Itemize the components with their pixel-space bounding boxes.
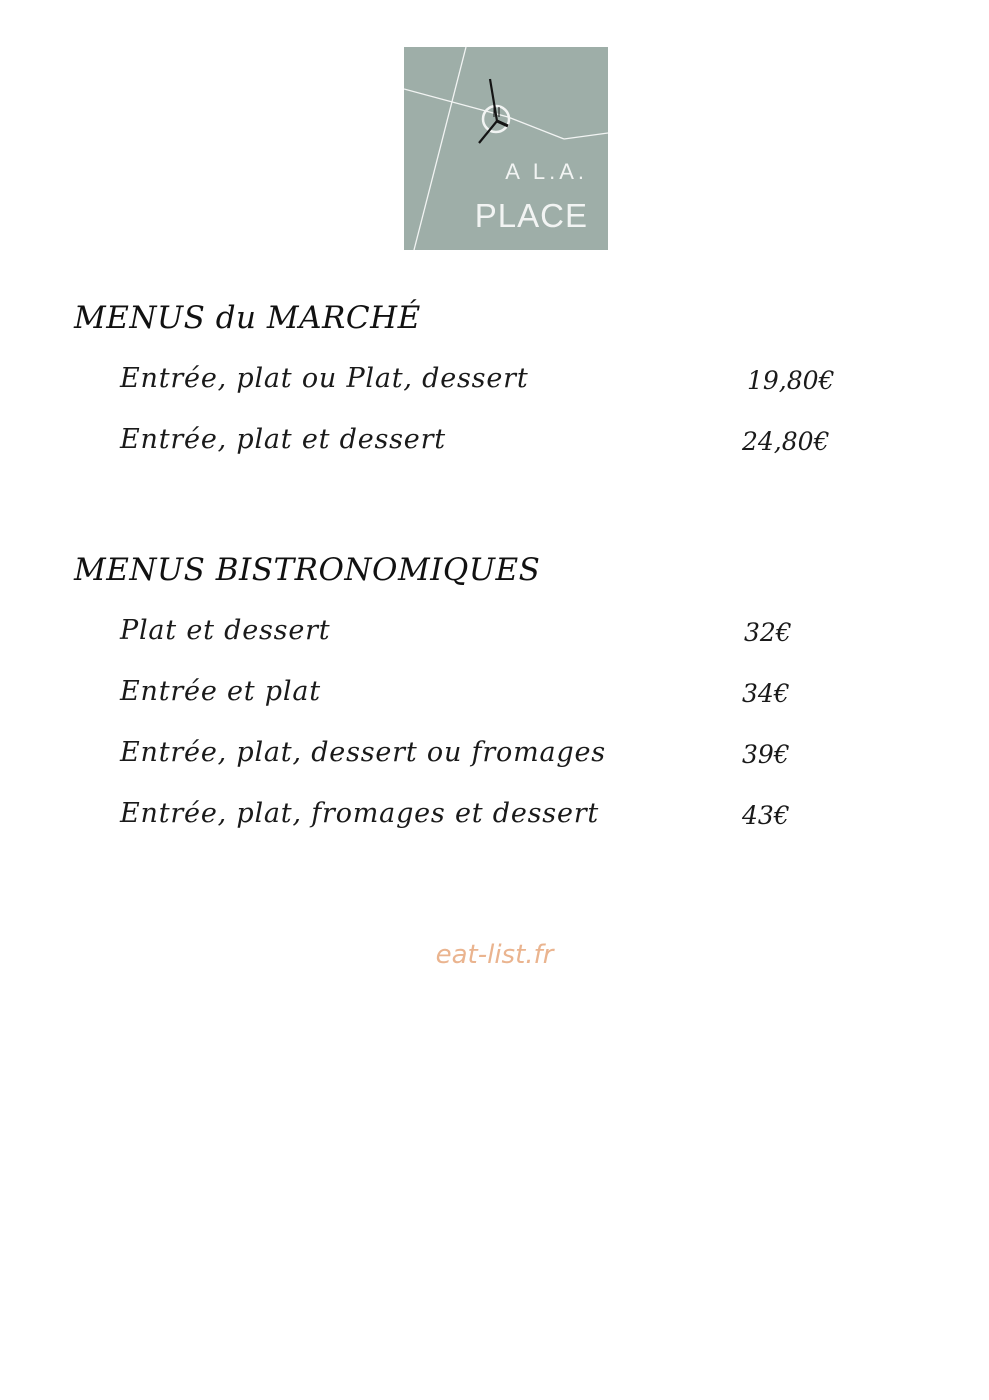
menu-item-label: Entrée et plat: [120, 676, 321, 707]
menu-item-price: 24,80€: [742, 427, 830, 456]
menu-item-label: Entrée, plat, fromages et dessert: [120, 798, 600, 829]
logo-text-line1: A L.A.: [505, 159, 588, 184]
watermark-text: eat-list.fr: [435, 940, 554, 970]
menu-item-price: 32€: [744, 618, 792, 647]
restaurant-logo: [404, 47, 608, 250]
menu-item-price: 43€: [742, 801, 790, 830]
logo-text-line2: PLACE: [474, 197, 588, 234]
menu-item-price: 39€: [742, 740, 790, 769]
menu-item-label: Plat et dessert: [120, 615, 331, 646]
menu-item-label: Entrée, plat et dessert: [120, 424, 446, 455]
section-title-marche: MENUS du MARCHÉ: [74, 300, 421, 336]
menu-item-price: 34€: [742, 679, 790, 708]
menu-item-label: Entrée, plat ou Plat, dessert: [120, 363, 529, 394]
section-title-bistronomiques: MENUS BISTRONOMIQUES: [74, 552, 541, 588]
menu-item-price: 19,80€: [747, 366, 835, 395]
menu-item-label: Entrée, plat, dessert ou fromages: [120, 737, 606, 768]
